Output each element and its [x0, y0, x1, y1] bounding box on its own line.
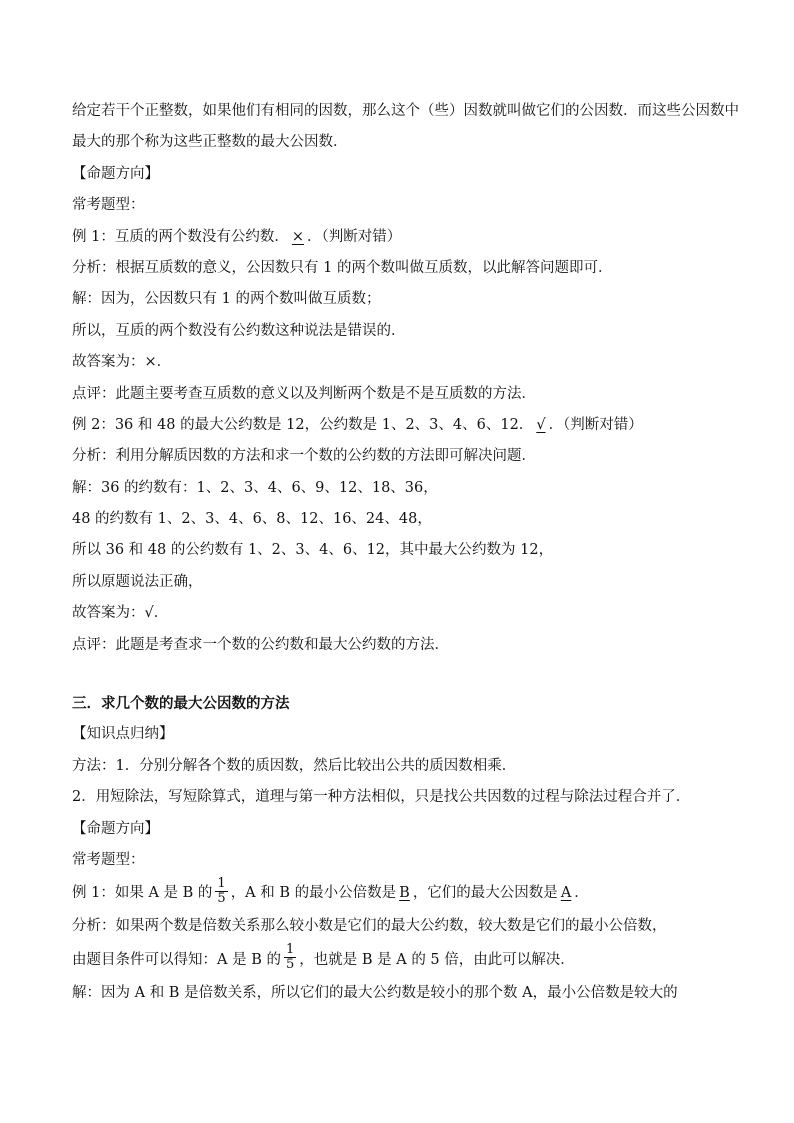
example-1-solution-1: 解：因为，公因数只有 1 的两个数叫做互质数；: [72, 291, 381, 308]
question-text: 例 1：互质的两个数没有公约数．: [72, 228, 289, 245]
question-text: 例 1：如果 A 是 B 的: [72, 885, 213, 902]
example-1-comment: 点评：此题主要考查互质数的意义以及判断两个数是不是互质数的方法．: [72, 385, 536, 402]
question-suffix: ．（判断对错）: [307, 228, 402, 245]
example-1-analysis: 分析：根据互质数的意义，公因数只有 1 的两个数叫做互质数，以此解答问题即可．: [72, 259, 613, 276]
example-1-solution-2: 所以，互质的两个数没有公约数这种说法是错误的．: [72, 322, 406, 339]
fraction: [215, 877, 227, 906]
question-type-label-2: 常考题型：: [72, 851, 145, 868]
fraction-numerator: 1: [285, 942, 295, 958]
example-1-answer: 故答案为：×．: [72, 354, 172, 371]
example-3-analysis-2: [72, 943, 732, 978]
question-suffix: ．: [574, 885, 589, 902]
intro-line-1: 给定若干个正整数，如果他们有相同的因数，那么这个（些）因数就叫做它们的公因数．而这些公因数中: [72, 103, 739, 119]
example-2-solution-1: 解：36 的约数有：1、2、3、4、6、9、12、18、36，: [72, 479, 438, 496]
analysis-text: 由题目条件可以得知：A 是 B 的: [72, 951, 281, 968]
question-mid-2: ，它们的最大公因数是: [412, 885, 558, 902]
question-suffix: ．（判断对错）: [548, 416, 643, 433]
answer-blank-2: A: [560, 885, 572, 902]
answer-blank: ×: [291, 228, 304, 245]
fraction-numerator: 1: [217, 875, 226, 891]
answer-blank: √: [536, 416, 546, 433]
section-title: 三．求几个数的最大公因数的方法: [72, 695, 290, 713]
example-2-question: [72, 410, 732, 441]
method-2: 2．用短除法，写短除算式，道理与第一种方法相似，只是找公共因数的过程与除法过程合并了．: [72, 789, 691, 806]
section-heading: 【命题方向】: [72, 165, 159, 182]
example-2-solution-4: 所以原题说法正确，: [72, 573, 203, 590]
question-type-label: 常考题型：: [72, 197, 145, 214]
example-2-solution-2: 48 的约数有 1、2、3、4、6、8、12、16、24、48，: [72, 511, 432, 528]
example-2-solution-3: 所以 36 和 48 的公约数有 1、2、3、4、6、12，其中最大公约数为 12，: [72, 542, 554, 559]
analysis-suffix: ，也就是 B 是 A 的 5 倍，由此可以解决．: [299, 951, 575, 968]
question-text: 例 2：36 和 48 的最大公约数是 12，公约数是 1、2、3、4、6、12．: [72, 416, 534, 433]
example-1-question: [72, 222, 732, 253]
question-mid: ，A 和 B 的最小公倍数是: [230, 885, 397, 902]
example-3-solution-1: 解：因为 A 和 B 是倍数关系，所以它们的最大公约数是较小的那个数 A，最小公倍数是较大的: [72, 984, 678, 1001]
fraction-denominator: 5: [285, 957, 295, 973]
method-1: 方法：1．分别分解各个数的质因数，然后比较出公共的质因数相乘．: [72, 757, 517, 774]
example-3-question: [72, 876, 732, 911]
answer-blank-1: B: [399, 885, 410, 902]
intro-line-2: 最大的那个称为这些正整数的最大公因数．: [72, 134, 348, 151]
fraction-denominator: 5: [217, 890, 226, 906]
example-3-analysis-1: 分析：如果两个数是倍数关系那么较小数是它们的最大公约数，较大数是它们的最小公倍数，: [72, 918, 667, 935]
example-2-analysis: 分析：利用分解质因数的方法和求一个数的公约数的方法即可解决问题．: [72, 448, 536, 465]
fraction: [284, 943, 296, 972]
document-page: [72, 96, 739, 1009]
example-2-answer: 故答案为：√．: [72, 605, 169, 622]
section-spacer: [72, 661, 732, 688]
knowledge-heading: 【知识点归纳】: [72, 726, 174, 743]
example-2-comment: 点评：此题是考查求一个数的公约数和最大公约数的方法．: [72, 636, 449, 653]
section-heading-2: 【命题方向】: [72, 820, 159, 837]
